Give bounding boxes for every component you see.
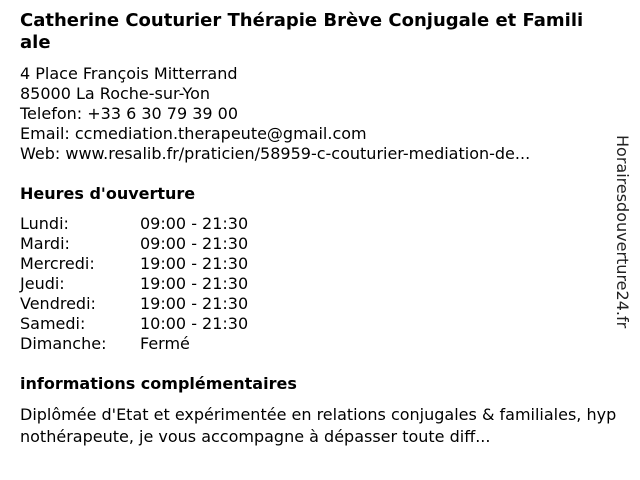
additional-info-heading: informations complémentaires: [20, 374, 297, 393]
opening-hours-table: [20, 214, 248, 354]
additional-info-text: Diplômée d'Etat et expérimentée en relations conjugales & familiales, hypnothérapeute, je vous accompagne à dépasser toute diff...: [20, 405, 617, 446]
website-link[interactable]: Web: www.resalib.fr/praticien/58959-c-couturier-mediation-de...: [20, 144, 531, 163]
contact-info: [20, 64, 530, 164]
hours-time: 09:00 - 21:30: [140, 234, 249, 253]
hours-day: Vendredi:: [20, 294, 96, 313]
hours-row: [20, 274, 248, 294]
hours-time: 19:00 - 21:30: [140, 274, 249, 293]
hours-day: Lundi:: [20, 214, 69, 233]
hours-row: [20, 254, 248, 274]
address-line-2: 85000 La Roche-sur-Yon: [20, 84, 211, 103]
hours-row: [20, 234, 248, 254]
hours-time: Fermé: [140, 334, 190, 353]
hours-time: 10:00 - 21:30: [140, 314, 249, 333]
hours-row: [20, 294, 248, 314]
hours-day: Samedi:: [20, 314, 86, 333]
hours-day: Mardi:: [20, 234, 70, 253]
address-line-1: 4 Place François Mitterrand: [20, 64, 238, 83]
hours-row: [20, 214, 248, 234]
hours-day: Jeudi:: [20, 274, 65, 293]
opening-hours-heading: Heures d'ouverture: [20, 184, 196, 203]
hours-row: [20, 314, 248, 334]
hours-time: 19:00 - 21:30: [140, 254, 249, 273]
hours-day: Dimanche:: [20, 334, 107, 353]
hours-time: 19:00 - 21:30: [140, 294, 249, 313]
phone-number: Telefon: +33 6 30 79 39 00: [20, 104, 239, 123]
email-address: Email: ccmediation.therapeute@gmail.com: [20, 124, 367, 143]
site-watermark: Horairesdouverture24.fr: [613, 135, 632, 329]
hours-day: Mercredi:: [20, 254, 95, 273]
hours-time: 09:00 - 21:30: [140, 214, 249, 233]
business-name: Catherine Couturier Thérapie Brève Conjugale et Familiale: [20, 10, 584, 53]
hours-row: [20, 334, 248, 354]
